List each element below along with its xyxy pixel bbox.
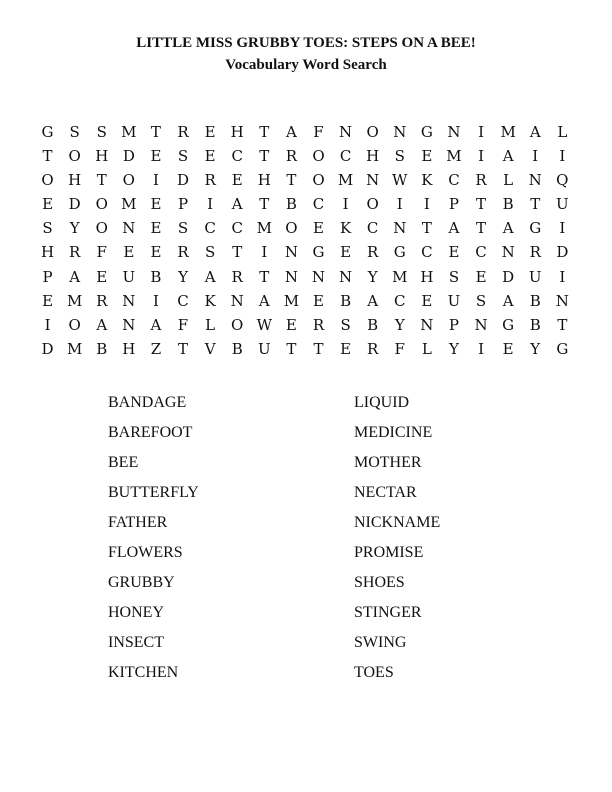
grid-letter: S — [177, 219, 189, 238]
grid-letter: H — [41, 243, 55, 262]
grid-letter: E — [421, 291, 433, 310]
grid-letter: O — [366, 123, 379, 141]
grid-letter: C — [366, 219, 379, 238]
vocabulary-word: BAREFOOT — [108, 424, 193, 441]
grid-letter: G — [420, 123, 433, 141]
grid-letter: I — [44, 315, 51, 334]
grid-letter: U — [257, 339, 271, 358]
grid-letter: I — [423, 195, 430, 214]
grid-letter: D — [68, 195, 81, 214]
grid-letter: K — [421, 171, 433, 190]
grid-letter: R — [367, 339, 379, 358]
grid-letter: A — [367, 291, 379, 310]
grid-letter: N — [420, 315, 434, 334]
grid-letter: T — [259, 267, 270, 286]
grid-letter: T — [286, 171, 297, 190]
grid-letter: M — [121, 195, 137, 214]
grid-letter: A — [285, 123, 297, 141]
grid-letter: S — [394, 147, 405, 166]
grid-letter: N — [528, 171, 542, 190]
grid-letter: A — [150, 315, 162, 334]
grid-letter: C — [231, 219, 243, 238]
grid-letter: R — [285, 147, 298, 166]
grid-row — [34, 192, 576, 216]
grid-letter: M — [121, 123, 137, 141]
grid-letter: G — [41, 123, 54, 141]
grid-letter: G — [529, 219, 542, 238]
grid-letter: P — [177, 195, 189, 214]
vocabulary-word: BEE — [108, 454, 139, 471]
grid-letter: Y — [449, 339, 459, 358]
grid-letter: N — [230, 291, 244, 310]
grid-letter: O — [68, 147, 81, 166]
grid-letter: M — [66, 291, 83, 310]
grid-letter: T — [476, 195, 487, 214]
grid-letter: A — [258, 291, 270, 310]
grid-letter: E — [204, 123, 216, 141]
grid-letter: I — [152, 291, 159, 310]
grid-letter: D — [502, 267, 515, 286]
grid-letter: O — [312, 171, 325, 190]
grid-letter: D — [41, 339, 54, 358]
grid-letter: P — [448, 315, 459, 334]
grid-letter: Y — [69, 219, 80, 238]
grid-letter: H — [366, 147, 380, 166]
grid-letter: A — [69, 267, 81, 286]
grid-letter: L — [557, 123, 568, 141]
grid-letter: G — [312, 243, 325, 262]
grid-letter: N — [284, 243, 298, 262]
grid-letter: N — [393, 219, 407, 238]
grid-letter: M — [446, 147, 462, 166]
grid-letter: Y — [530, 339, 541, 358]
grid-letter: N — [555, 291, 569, 310]
grid-letter: B — [285, 195, 297, 214]
grid-letter: T — [259, 147, 270, 166]
grid-letter: M — [392, 267, 408, 286]
grid-letter: F — [313, 123, 324, 141]
grid-letter: E — [340, 339, 352, 358]
grid-letter: B — [340, 291, 352, 310]
grid-row — [34, 216, 576, 240]
grid-letter: W — [256, 315, 272, 334]
vocabulary-word: KITCHEN — [108, 664, 179, 681]
vocabulary-word: LIQUID — [354, 394, 410, 411]
grid-letter: T — [286, 339, 297, 358]
vocabulary-word: NICKNAME — [354, 514, 441, 531]
grid-letter: H — [68, 171, 82, 190]
grid-letter: K — [204, 291, 216, 310]
grid-letter: E — [150, 195, 162, 214]
grid-letter: T — [96, 171, 107, 190]
grid-letter: T — [232, 243, 243, 262]
grid-letter: U — [447, 291, 461, 310]
grid-letter: T — [530, 195, 541, 214]
grid-letter: A — [448, 219, 460, 238]
grid-letter: W — [392, 171, 408, 190]
vocabulary-word: STINGER — [354, 604, 422, 621]
grid-letter: S — [204, 243, 216, 262]
vocabulary-word: SHOES — [354, 574, 405, 591]
grid-letter: P — [448, 195, 459, 214]
grid-letter: M — [256, 219, 272, 238]
grid-letter: N — [122, 291, 136, 310]
word-search-grid — [34, 120, 576, 361]
grid-letter: E — [313, 219, 324, 238]
grid-letter: N — [122, 219, 136, 238]
vocabulary-word: PROMISE — [354, 544, 424, 561]
grid-letter: N — [339, 123, 353, 141]
grid-letter: F — [394, 339, 405, 358]
grid-letter: O — [231, 315, 244, 334]
grid-row — [34, 144, 576, 168]
grid-letter: G — [556, 339, 569, 358]
grid-letter: N — [447, 123, 461, 141]
grid-letter: H — [122, 339, 136, 358]
worksheet-subtitle: Vocabulary Word Search — [225, 57, 387, 73]
grid-letter: L — [503, 171, 514, 190]
grid-letter: R — [96, 291, 108, 310]
grid-letter: S — [69, 123, 80, 141]
grid-letter: C — [312, 195, 325, 214]
grid-letter: U — [556, 195, 569, 214]
grid-row — [34, 313, 576, 337]
vocabulary-word: INSECT — [108, 634, 164, 651]
grid-letter: B — [96, 339, 108, 358]
grid-letter: H — [420, 267, 434, 286]
grid-letter: E — [421, 147, 433, 166]
grid-letter: I — [559, 267, 566, 286]
grid-letter: T — [421, 219, 432, 238]
grid-letter: O — [122, 171, 135, 190]
grid-letter: R — [177, 123, 189, 141]
grid-row — [34, 289, 576, 313]
grid-letter: A — [204, 267, 216, 286]
vocabulary-word: BUTTERFLY — [108, 484, 199, 501]
grid-letter: H — [95, 147, 109, 166]
grid-letter: N — [311, 267, 326, 286]
grid-row — [34, 240, 576, 264]
grid-letter: T — [313, 339, 324, 358]
grid-letter: N — [284, 267, 298, 286]
grid-letter: E — [285, 315, 297, 334]
vocabulary-word: SWING — [354, 634, 407, 651]
grid-letter: I — [559, 147, 566, 166]
grid-letter: S — [96, 123, 107, 141]
grid-letter: M — [500, 123, 516, 141]
grid-letter: B — [231, 339, 243, 358]
grid-letter: A — [502, 219, 514, 238]
grid-letter: A — [96, 315, 108, 334]
grid-letter: I — [342, 195, 349, 214]
vocabulary-word: MEDICINE — [354, 424, 433, 441]
grid-letter: A — [502, 291, 514, 310]
grid-letter: R — [367, 243, 379, 262]
word-list-right — [354, 393, 440, 693]
grid-letter: P — [42, 267, 53, 286]
grid-letter: T — [557, 315, 568, 334]
grid-letter: O — [41, 171, 54, 190]
word-list-left — [108, 393, 199, 693]
grid-letter: M — [283, 291, 300, 310]
grid-letter: I — [478, 147, 485, 166]
grid-letter: E — [150, 219, 162, 238]
grid-letter: N — [474, 315, 488, 334]
grid-letter: R — [177, 243, 189, 262]
grid-letter: F — [177, 315, 189, 334]
grid-letter: C — [421, 243, 433, 262]
grid-letter: S — [42, 219, 53, 238]
vocabulary-word: NECTAR — [354, 484, 417, 501]
grid-letter: I — [396, 195, 403, 214]
grid-letter: I — [559, 219, 566, 238]
grid-letter: B — [529, 315, 541, 334]
grid-letter: T — [259, 195, 270, 214]
grid-letter: I — [478, 339, 485, 358]
grid-letter: I — [478, 123, 485, 141]
grid-letter: E — [96, 267, 108, 286]
grid-letter: E — [150, 147, 162, 166]
grid-letter: S — [448, 267, 460, 286]
grid-letter: O — [95, 219, 108, 238]
grid-letter: C — [475, 243, 487, 262]
grid-letter: E — [231, 171, 243, 190]
grid-row — [34, 168, 576, 192]
grid-letter: G — [502, 315, 515, 334]
grid-letter: G — [393, 243, 406, 262]
grid-letter: L — [205, 315, 216, 334]
grid-letter: T — [259, 123, 270, 141]
grid-letter: E — [42, 195, 54, 214]
worksheet-title: LITTLE MISS GRUBBY TOES: STEPS ON A BEE! — [136, 35, 476, 51]
grid-letter: R — [529, 243, 541, 262]
grid-letter: E — [150, 243, 162, 262]
vocabulary-word: BANDAGE — [108, 394, 187, 411]
grid-letter: U — [122, 267, 136, 286]
vocabulary-word: FLOWERS — [108, 544, 183, 561]
vocabulary-word: MOTHER — [354, 454, 422, 471]
grid-letter: E — [448, 243, 460, 262]
grid-letter: B — [367, 315, 379, 334]
grid-letter: O — [312, 147, 325, 166]
grid-letter: E — [123, 243, 135, 262]
grid-letter: R — [312, 315, 325, 334]
grid-letter: C — [231, 147, 243, 166]
grid-letter: N — [339, 267, 353, 286]
grid-letter: C — [339, 147, 352, 166]
grid-letter: E — [204, 147, 216, 166]
grid-letter: I — [207, 195, 214, 214]
grid-letter: C — [204, 219, 216, 238]
grid-letter: Q — [556, 171, 569, 190]
grid-letter: E — [475, 267, 487, 286]
grid-letter: C — [394, 291, 406, 310]
grid-letter: N — [501, 243, 515, 262]
grid-letter: H — [257, 171, 271, 190]
vocabulary-word: TOES — [354, 664, 394, 681]
grid-letter: O — [95, 195, 108, 214]
grid-letter: T — [476, 219, 487, 238]
grid-letter: U — [528, 267, 542, 286]
grid-letter: T — [42, 147, 53, 166]
grid-letter: T — [178, 339, 189, 358]
grid-letter: B — [502, 195, 514, 214]
vocabulary-word: FATHER — [108, 514, 168, 531]
grid-letter: R — [68, 243, 81, 262]
grid-letter: N — [366, 171, 380, 190]
grid-letter: K — [339, 219, 352, 238]
grid-letter: R — [231, 267, 243, 286]
grid-letter: I — [532, 147, 539, 166]
grid-letter: O — [285, 219, 298, 238]
grid-letter: M — [337, 171, 354, 190]
grid-letter: I — [152, 171, 159, 190]
grid-letter: R — [204, 171, 216, 190]
grid-letter: M — [66, 339, 83, 358]
grid-row — [34, 337, 576, 361]
grid-letter: D — [122, 147, 135, 166]
grid-letter: H — [230, 123, 244, 141]
vocabulary-word: GRUBBY — [108, 574, 175, 591]
grid-letter: E — [340, 243, 352, 262]
grid-letter: A — [231, 195, 243, 214]
grid-letter: O — [366, 195, 379, 214]
grid-letter: I — [261, 243, 268, 262]
grid-letter: D — [177, 171, 190, 190]
grid-letter: A — [502, 147, 514, 166]
grid-letter: E — [502, 339, 514, 358]
grid-letter: L — [421, 339, 432, 358]
grid-letter: Y — [367, 267, 378, 286]
grid-letter: E — [42, 291, 54, 310]
grid-letter: V — [204, 339, 216, 358]
vocabulary-word: HONEY — [108, 604, 164, 621]
grid-letter: D — [556, 243, 569, 262]
grid-letter: S — [177, 147, 189, 166]
grid-letter: Y — [394, 315, 405, 334]
grid-row — [34, 265, 576, 289]
grid-letter: N — [393, 123, 407, 141]
grid-letter: Z — [150, 339, 162, 358]
grid-letter: T — [150, 123, 161, 141]
grid-letter: N — [122, 315, 136, 334]
grid-row — [34, 120, 576, 144]
grid-letter: O — [68, 315, 81, 334]
grid-letter: C — [448, 171, 460, 190]
grid-letter: A — [529, 123, 541, 141]
grid-letter: B — [150, 267, 162, 286]
grid-letter: C — [177, 291, 189, 310]
grid-letter: F — [96, 243, 107, 262]
grid-letter: B — [529, 291, 541, 310]
grid-letter: Y — [178, 267, 188, 286]
grid-letter: S — [340, 315, 351, 334]
grid-letter: S — [475, 291, 487, 310]
grid-letter: E — [313, 291, 324, 310]
grid-letter: R — [475, 171, 487, 190]
